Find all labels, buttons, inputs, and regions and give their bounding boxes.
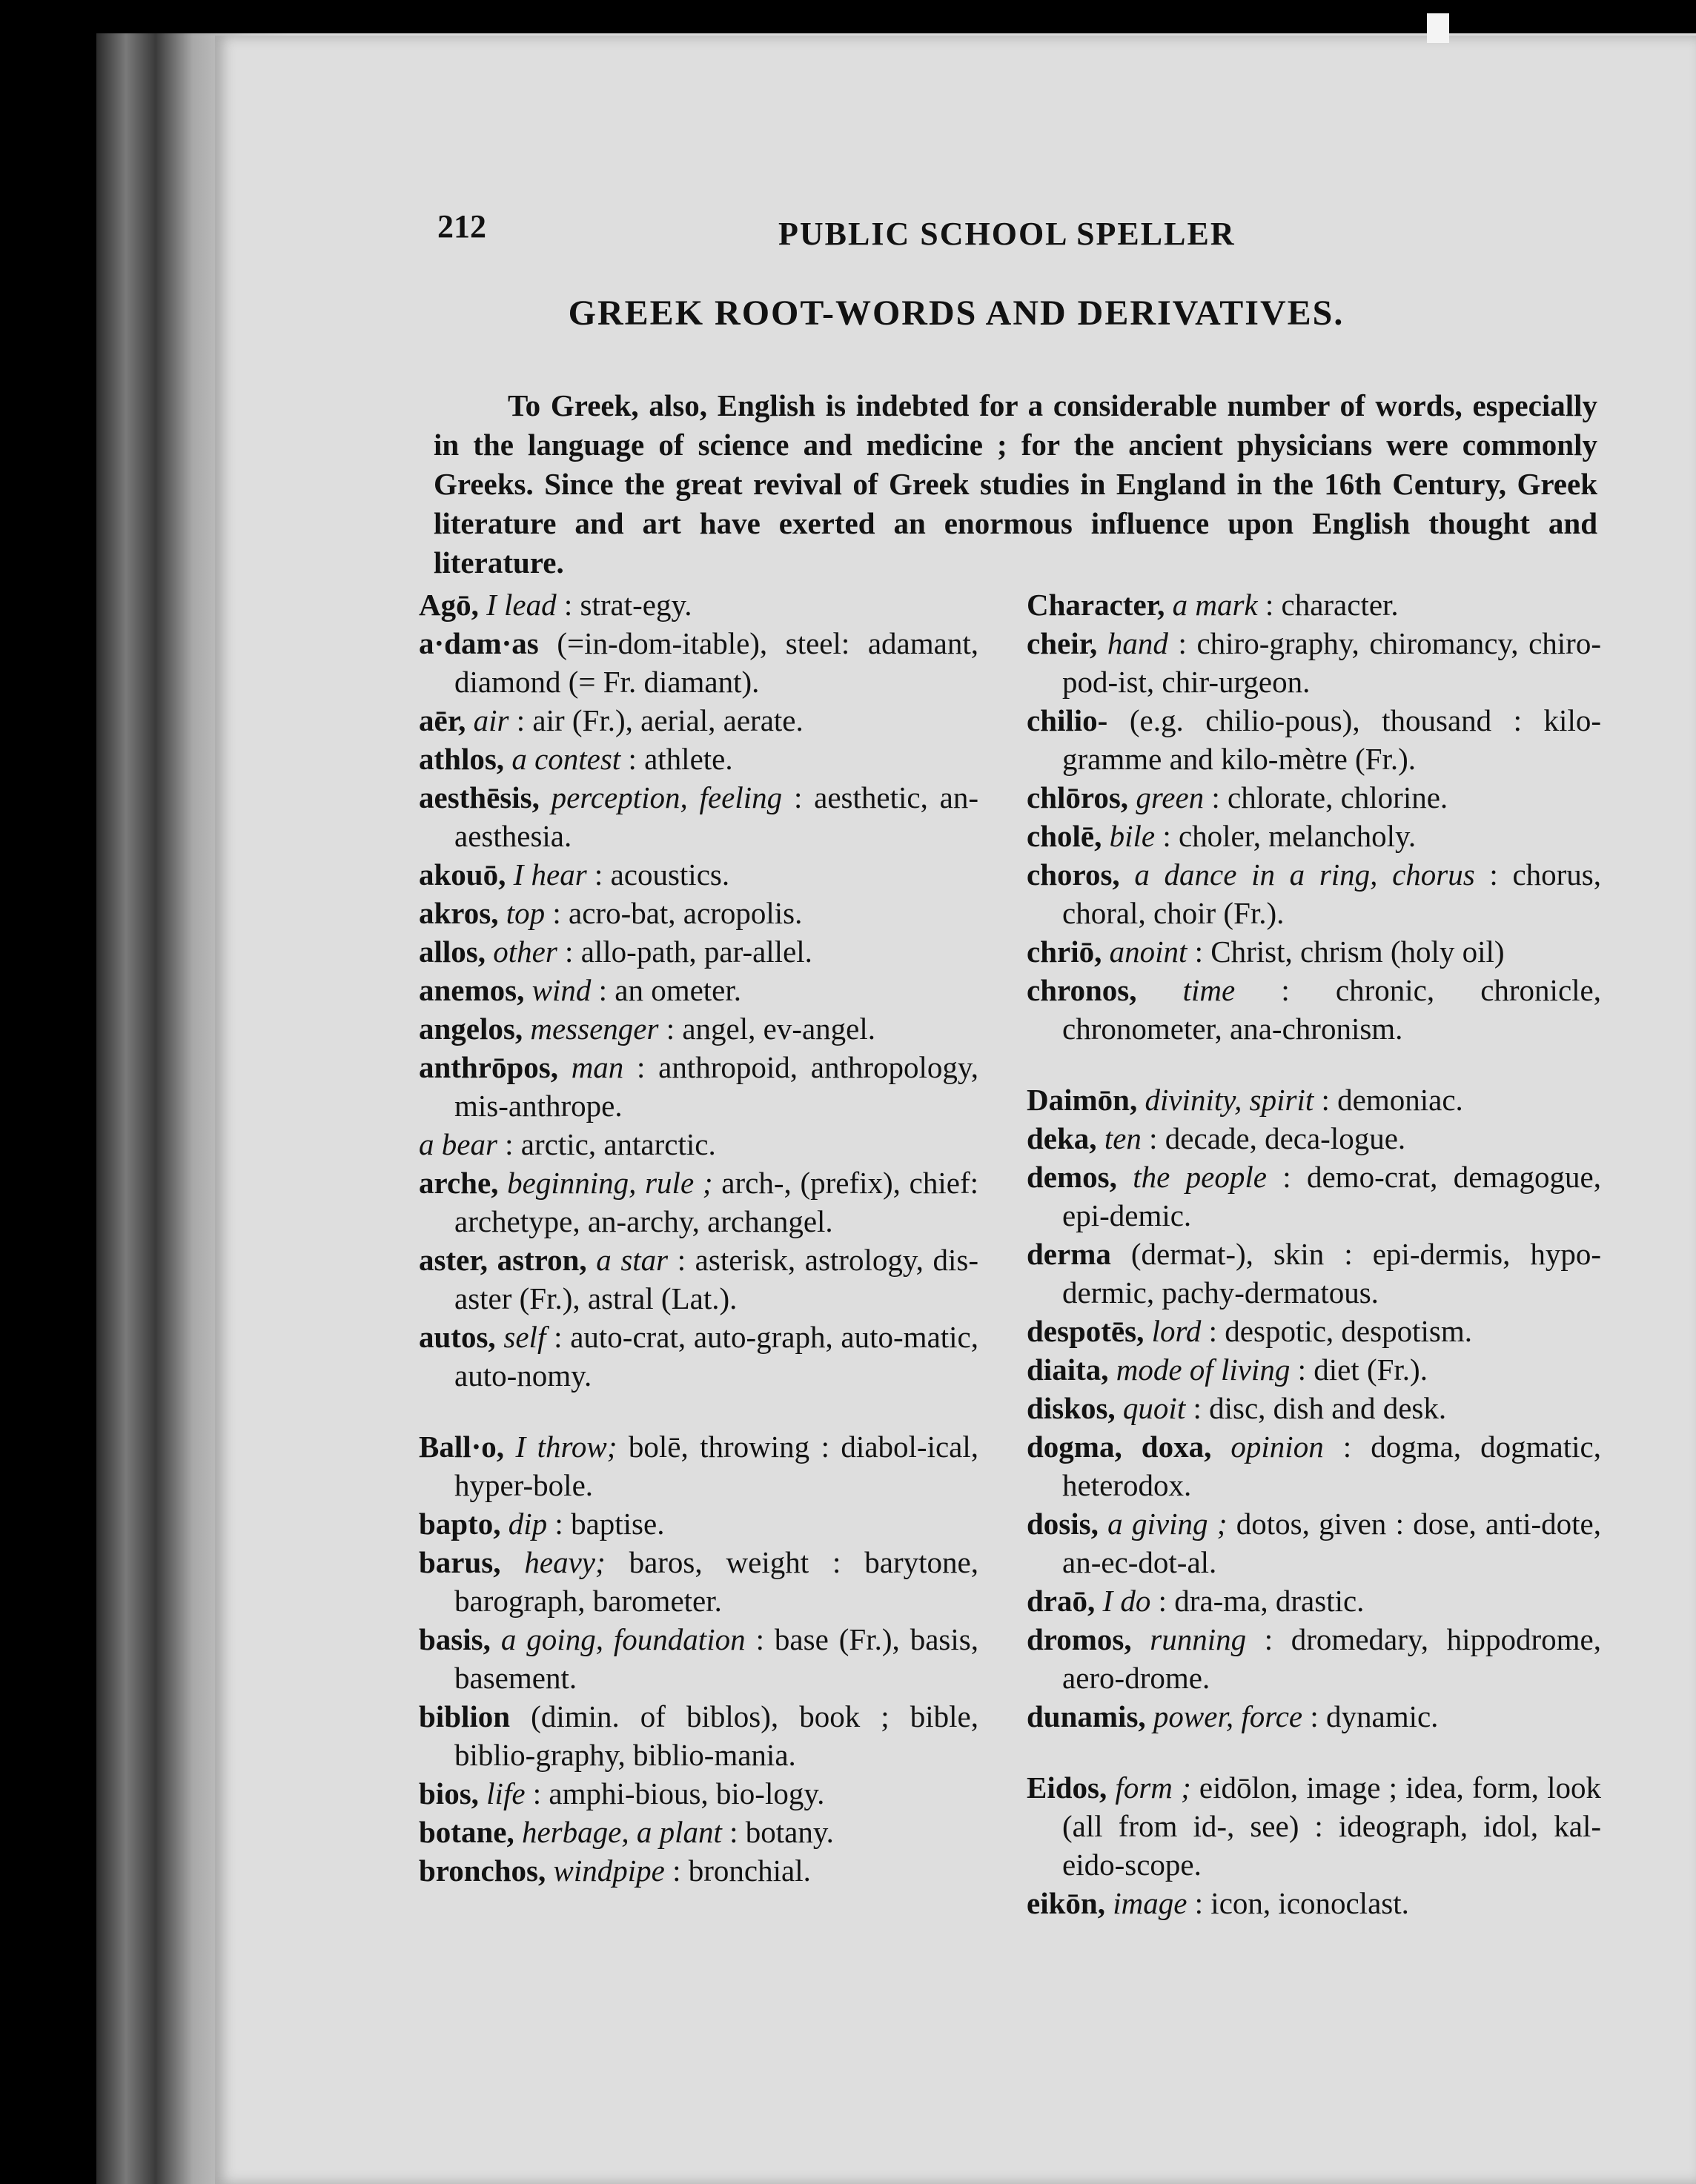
glossary-entry — [1027, 585, 1601, 624]
entry-meaning: time — [1136, 973, 1236, 1007]
entry-derivatives: : icon, iconoclast. — [1187, 1886, 1409, 1920]
glossary-entry — [419, 1504, 978, 1543]
entry-derivatives: : dogma, dogmatic, heterodox. — [1062, 1430, 1601, 1502]
entry-headword: aster, astron, — [419, 1243, 587, 1277]
entry-derivatives: (dimin. of biblos), book ; bible, biblio-graphy, biblio-mania. — [454, 1699, 978, 1772]
entry-headword: derma — [1027, 1237, 1111, 1271]
entry-headword: cheir, — [1027, 626, 1098, 660]
entry-derivatives: : decade, deca-logue. — [1141, 1121, 1406, 1155]
entry-derivatives: : demo-crat, demagogue, epi-demic. — [1062, 1160, 1601, 1232]
glossary-entry — [1027, 1081, 1601, 1119]
entry-derivatives: : athlete. — [620, 742, 733, 776]
entry-meaning: the people — [1116, 1160, 1267, 1194]
entry-headword: diaita, — [1027, 1352, 1109, 1387]
glossary-entry — [419, 778, 978, 855]
right-column — [1027, 585, 1601, 1922]
entry-headword: cholē, — [1027, 819, 1102, 853]
entry-meaning: a giving ; — [1098, 1507, 1228, 1541]
glossary-entry — [419, 1774, 978, 1813]
entry-derivatives: : allo-path, par-allel. — [557, 935, 812, 969]
entry-headword: angelos, — [419, 1012, 523, 1046]
glossary-entry — [1027, 1312, 1601, 1350]
entry-meaning: self — [495, 1320, 546, 1354]
entry-meaning: a star — [586, 1243, 669, 1277]
entry-headword: anthrōpos, — [419, 1050, 558, 1084]
glossary-entry — [1027, 1504, 1601, 1581]
entry-meaning: a dance in a ring, chorus — [1119, 857, 1475, 892]
entry-derivatives: : chlorate, chlorine. — [1204, 780, 1448, 814]
entry-derivatives: : amphi-bious, bio-logy. — [525, 1776, 825, 1810]
glossary-entry — [1027, 1697, 1601, 1736]
entry-headword: demos, — [1027, 1160, 1117, 1194]
entry-headword: akouō, — [419, 857, 506, 892]
left-column — [419, 585, 978, 1890]
entry-headword: eikōn, — [1027, 1886, 1105, 1920]
glossary-entry — [419, 1164, 978, 1241]
entry-meaning: a contest — [504, 742, 621, 776]
entry-derivatives: : air (Fr.), aerial, aerate. — [509, 703, 804, 737]
entry-headword: dogma, doxa, — [1027, 1430, 1212, 1464]
entry-headword: anemos, — [419, 973, 525, 1007]
intro-paragraph: To Greek, also, English is indebted for a considerable number of words, especially in the language of science and medicine ; for the ancient physicians were commonly Greeks. Since the great revival of Greek studies in England in the 16th Century, Greek literature and art have exerted an enormous influence upon English thought and literature. — [434, 388, 1597, 580]
entry-meaning: mode of living — [1108, 1352, 1291, 1387]
entry-derivatives: dotos, given : dose, anti-dote, an-ec-dot-al. — [1062, 1507, 1601, 1579]
glossary-entry — [419, 1543, 978, 1620]
glossary-entry — [419, 1125, 978, 1164]
page-corner-fleck — [1427, 13, 1449, 43]
entry-derivatives: : character. — [1257, 588, 1399, 622]
entry-derivatives: : base (Fr.), basis, basement. — [454, 1622, 978, 1695]
entry-headword: chilio- — [1027, 703, 1108, 737]
entry-derivatives: (e.g. chilio-pous), thousand : kilo-gramme and kilo-mètre (Fr.). — [1062, 703, 1601, 776]
entry-headword: akros, — [419, 896, 499, 930]
entry-derivatives: : anthropoid, anthropology, mis-anthrope. — [454, 1050, 978, 1123]
glossary-entry — [419, 1851, 978, 1890]
entry-headword: Ball·o, — [419, 1430, 505, 1464]
glossary-entry — [419, 1318, 978, 1395]
entry-meaning: a going, foundation — [490, 1622, 746, 1656]
entry-headword: allos, — [419, 935, 486, 969]
entry-derivatives: : dromedary, hippodrome, aero-drome. — [1062, 1622, 1601, 1695]
glossary-entry — [1027, 1389, 1601, 1427]
entry-headword: diskos, — [1027, 1391, 1116, 1425]
entry-meaning: top — [498, 896, 546, 930]
glossary-entry — [1027, 1235, 1601, 1312]
section-title: GREEK ROOT-WORDS AND DERIVATIVES. — [568, 293, 1345, 333]
entry-meaning: I lead — [478, 588, 557, 622]
entry-headword: bios, — [419, 1776, 479, 1810]
entry-headword: barus, — [419, 1545, 501, 1579]
entry-headword: chronos, — [1027, 973, 1137, 1007]
entry-derivatives: : chorus, choral, choir (Fr.). — [1062, 857, 1601, 930]
glossary-entry — [1027, 1768, 1601, 1884]
entry-derivatives: : an ometer. — [591, 973, 742, 1007]
entry-derivatives: (dermat-), skin : epi-dermis, hypo-dermic, pachy-dermatous. — [1062, 1237, 1601, 1310]
glossary-entry — [419, 701, 978, 740]
entry-meaning: dip — [500, 1507, 548, 1541]
entry-derivatives: : bronchial. — [664, 1853, 811, 1888]
entry-meaning: man — [557, 1050, 624, 1084]
entry-derivatives: : dra-ma, drastic. — [1150, 1584, 1365, 1618]
entry-derivatives: : baptise. — [547, 1507, 665, 1541]
page-header — [437, 208, 1260, 267]
glossary-entry — [1027, 624, 1601, 701]
entry-derivatives: : despotic, despotism. — [1201, 1314, 1472, 1348]
entry-meaning: running — [1131, 1622, 1247, 1656]
glossary-entry — [1027, 1581, 1601, 1620]
glossary-entry — [419, 971, 978, 1009]
entry-derivatives: : choler, melancholy. — [1155, 819, 1417, 853]
glossary-entry — [419, 855, 978, 894]
entry-meaning: wind — [524, 973, 592, 1007]
entry-headword: dosis, — [1027, 1507, 1099, 1541]
entry-derivatives: : dynamic. — [1302, 1699, 1439, 1733]
entry-derivatives: : disc, dish and desk. — [1185, 1391, 1447, 1425]
entry-derivatives: : angel, ev-angel. — [658, 1012, 876, 1046]
glossary-entry — [1027, 932, 1601, 971]
entry-headword: choros, — [1027, 857, 1120, 892]
entry-derivatives: arch-, (prefix), chief: archetype, an-archy, archangel. — [454, 1166, 978, 1238]
entry-meaning: herbage, a plant — [514, 1815, 722, 1849]
entry-meaning: perception, feeling — [539, 780, 783, 814]
entry-meaning: ten — [1096, 1121, 1142, 1155]
glossary-entry — [1027, 817, 1601, 855]
entry-headword: dunamis, — [1027, 1699, 1146, 1733]
entry-meaning: image — [1104, 1886, 1187, 1920]
entry-derivatives: : chiro-graphy, chiromancy, chiro-pod-ist, chir-urgeon. — [1062, 626, 1601, 699]
entry-meaning: I do — [1095, 1584, 1151, 1618]
entry-headword: bapto, — [419, 1507, 501, 1541]
entry-headword: basis, — [419, 1622, 491, 1656]
running-title: PUBLIC SCHOOL SPELLER — [778, 216, 1236, 252]
glossary-entry — [1027, 1427, 1601, 1504]
entry-meaning: power, force — [1145, 1699, 1303, 1733]
entry-headword: chriō, — [1027, 935, 1102, 969]
entry-derivatives: : arctic, antarctic. — [497, 1127, 716, 1161]
entry-derivatives: bolē, throwing : diabol-ical, hyper-bole. — [454, 1430, 978, 1502]
glossary-entry — [1027, 971, 1601, 1048]
entry-meaning: heavy; — [500, 1545, 606, 1579]
entry-derivatives: : strat-egy. — [556, 588, 692, 622]
glossary-entry — [1027, 855, 1601, 932]
entry-meaning: I throw; — [504, 1430, 617, 1464]
glossary-entry — [1027, 1158, 1601, 1235]
glossary-entry — [1027, 1884, 1601, 1922]
entry-headword: deka, — [1027, 1121, 1097, 1155]
entry-derivatives: : diet (Fr.). — [1290, 1352, 1428, 1387]
entry-derivatives: : aesthetic, an-aesthesia. — [454, 780, 978, 853]
entry-headword: aesthēsis, — [419, 780, 540, 814]
glossary-entry — [419, 1620, 978, 1697]
entry-meaning: opinion — [1211, 1430, 1324, 1464]
entry-meaning: windpipe — [546, 1853, 665, 1888]
entry-derivatives: : demoniac. — [1314, 1083, 1463, 1117]
entry-meaning: bile — [1102, 819, 1156, 853]
entry-meaning: a mark — [1165, 588, 1258, 622]
entry-headword: draō, — [1027, 1584, 1096, 1618]
entry-derivatives: : botany. — [721, 1815, 834, 1849]
entry-meaning: lord — [1144, 1314, 1202, 1348]
entry-headword: despotēs, — [1027, 1314, 1145, 1348]
entry-meaning: life — [478, 1776, 526, 1810]
entry-meaning: divinity, spirit — [1137, 1083, 1314, 1117]
entry-headword: biblion — [419, 1699, 511, 1733]
glossary-entry — [419, 1048, 978, 1125]
entry-meaning: quoit — [1115, 1391, 1186, 1425]
entry-meaning: green — [1128, 780, 1205, 814]
entry-derivatives: : acoustics. — [586, 857, 730, 892]
entry-meaning: air — [466, 703, 509, 737]
glossary-entry — [1027, 701, 1601, 778]
entry-headword: aēr, — [419, 703, 466, 737]
entry-derivatives: : asterisk, astrology, dis-aster (Fr.), astral (Lat.). — [454, 1243, 978, 1315]
glossary-entry — [419, 1009, 978, 1048]
entry-meaning: other — [486, 935, 557, 969]
entry-derivatives: : chronic, chronicle, chronometer, ana-chronism. — [1062, 973, 1601, 1046]
glossary-entry — [419, 1697, 978, 1774]
entry-meaning: messenger — [523, 1012, 659, 1046]
entry-derivatives: baros, weight : barytone, barograph, barometer. — [454, 1545, 978, 1618]
entry-meaning: hand — [1097, 626, 1168, 660]
entry-meaning: a bear — [419, 1127, 497, 1161]
glossary-entry — [419, 894, 978, 932]
entry-headword: Daimōn, — [1027, 1083, 1138, 1117]
entry-headword: bronchos, — [419, 1853, 546, 1888]
glossary-entry — [419, 1241, 978, 1318]
entry-meaning: anoint — [1102, 935, 1187, 969]
page-number: 212 — [437, 208, 486, 245]
entry-headword: botane, — [419, 1815, 514, 1849]
entry-meaning: beginning, rule ; — [498, 1166, 713, 1200]
entry-headword: Eidos, — [1027, 1770, 1107, 1805]
entry-headword: arche, — [419, 1166, 499, 1200]
entry-headword: dromos, — [1027, 1622, 1132, 1656]
entry-derivatives: : acro-bat, acropolis. — [545, 896, 803, 930]
glossary-entry — [419, 585, 978, 624]
glossary-entry — [1027, 1350, 1601, 1389]
glossary-entry — [419, 624, 978, 701]
glossary-entry — [419, 932, 978, 971]
glossary-entry — [1027, 1119, 1601, 1158]
entry-derivatives: : Christ, chrism (holy oil) — [1187, 935, 1505, 969]
glossary-entry — [419, 740, 978, 778]
entry-headword: Agō, — [419, 588, 479, 622]
entry-derivatives: : auto-crat, auto-graph, auto-matic, auto-nomy. — [454, 1320, 978, 1393]
glossary-entry — [419, 1813, 978, 1851]
entry-headword: chlōros, — [1027, 780, 1129, 814]
entry-derivatives: eidōlon, image ; idea, form, look (all from id-, see) : ideograph, idol, kal-eido-scope. — [1062, 1770, 1601, 1882]
entry-headword: Character, — [1027, 588, 1165, 622]
entry-derivatives: (=in-dom-itable), steel: adamant, diamond (= Fr. diamant). — [454, 626, 978, 699]
glossary-entry — [419, 1427, 978, 1504]
entry-meaning: I hear — [506, 857, 587, 892]
entry-headword: a·dam·as — [419, 626, 539, 660]
entry-meaning: form ; — [1107, 1770, 1191, 1805]
entry-headword: athlos, — [419, 742, 505, 776]
glossary-entry — [1027, 778, 1601, 817]
entry-headword: autos, — [419, 1320, 496, 1354]
glossary-entry — [1027, 1620, 1601, 1697]
